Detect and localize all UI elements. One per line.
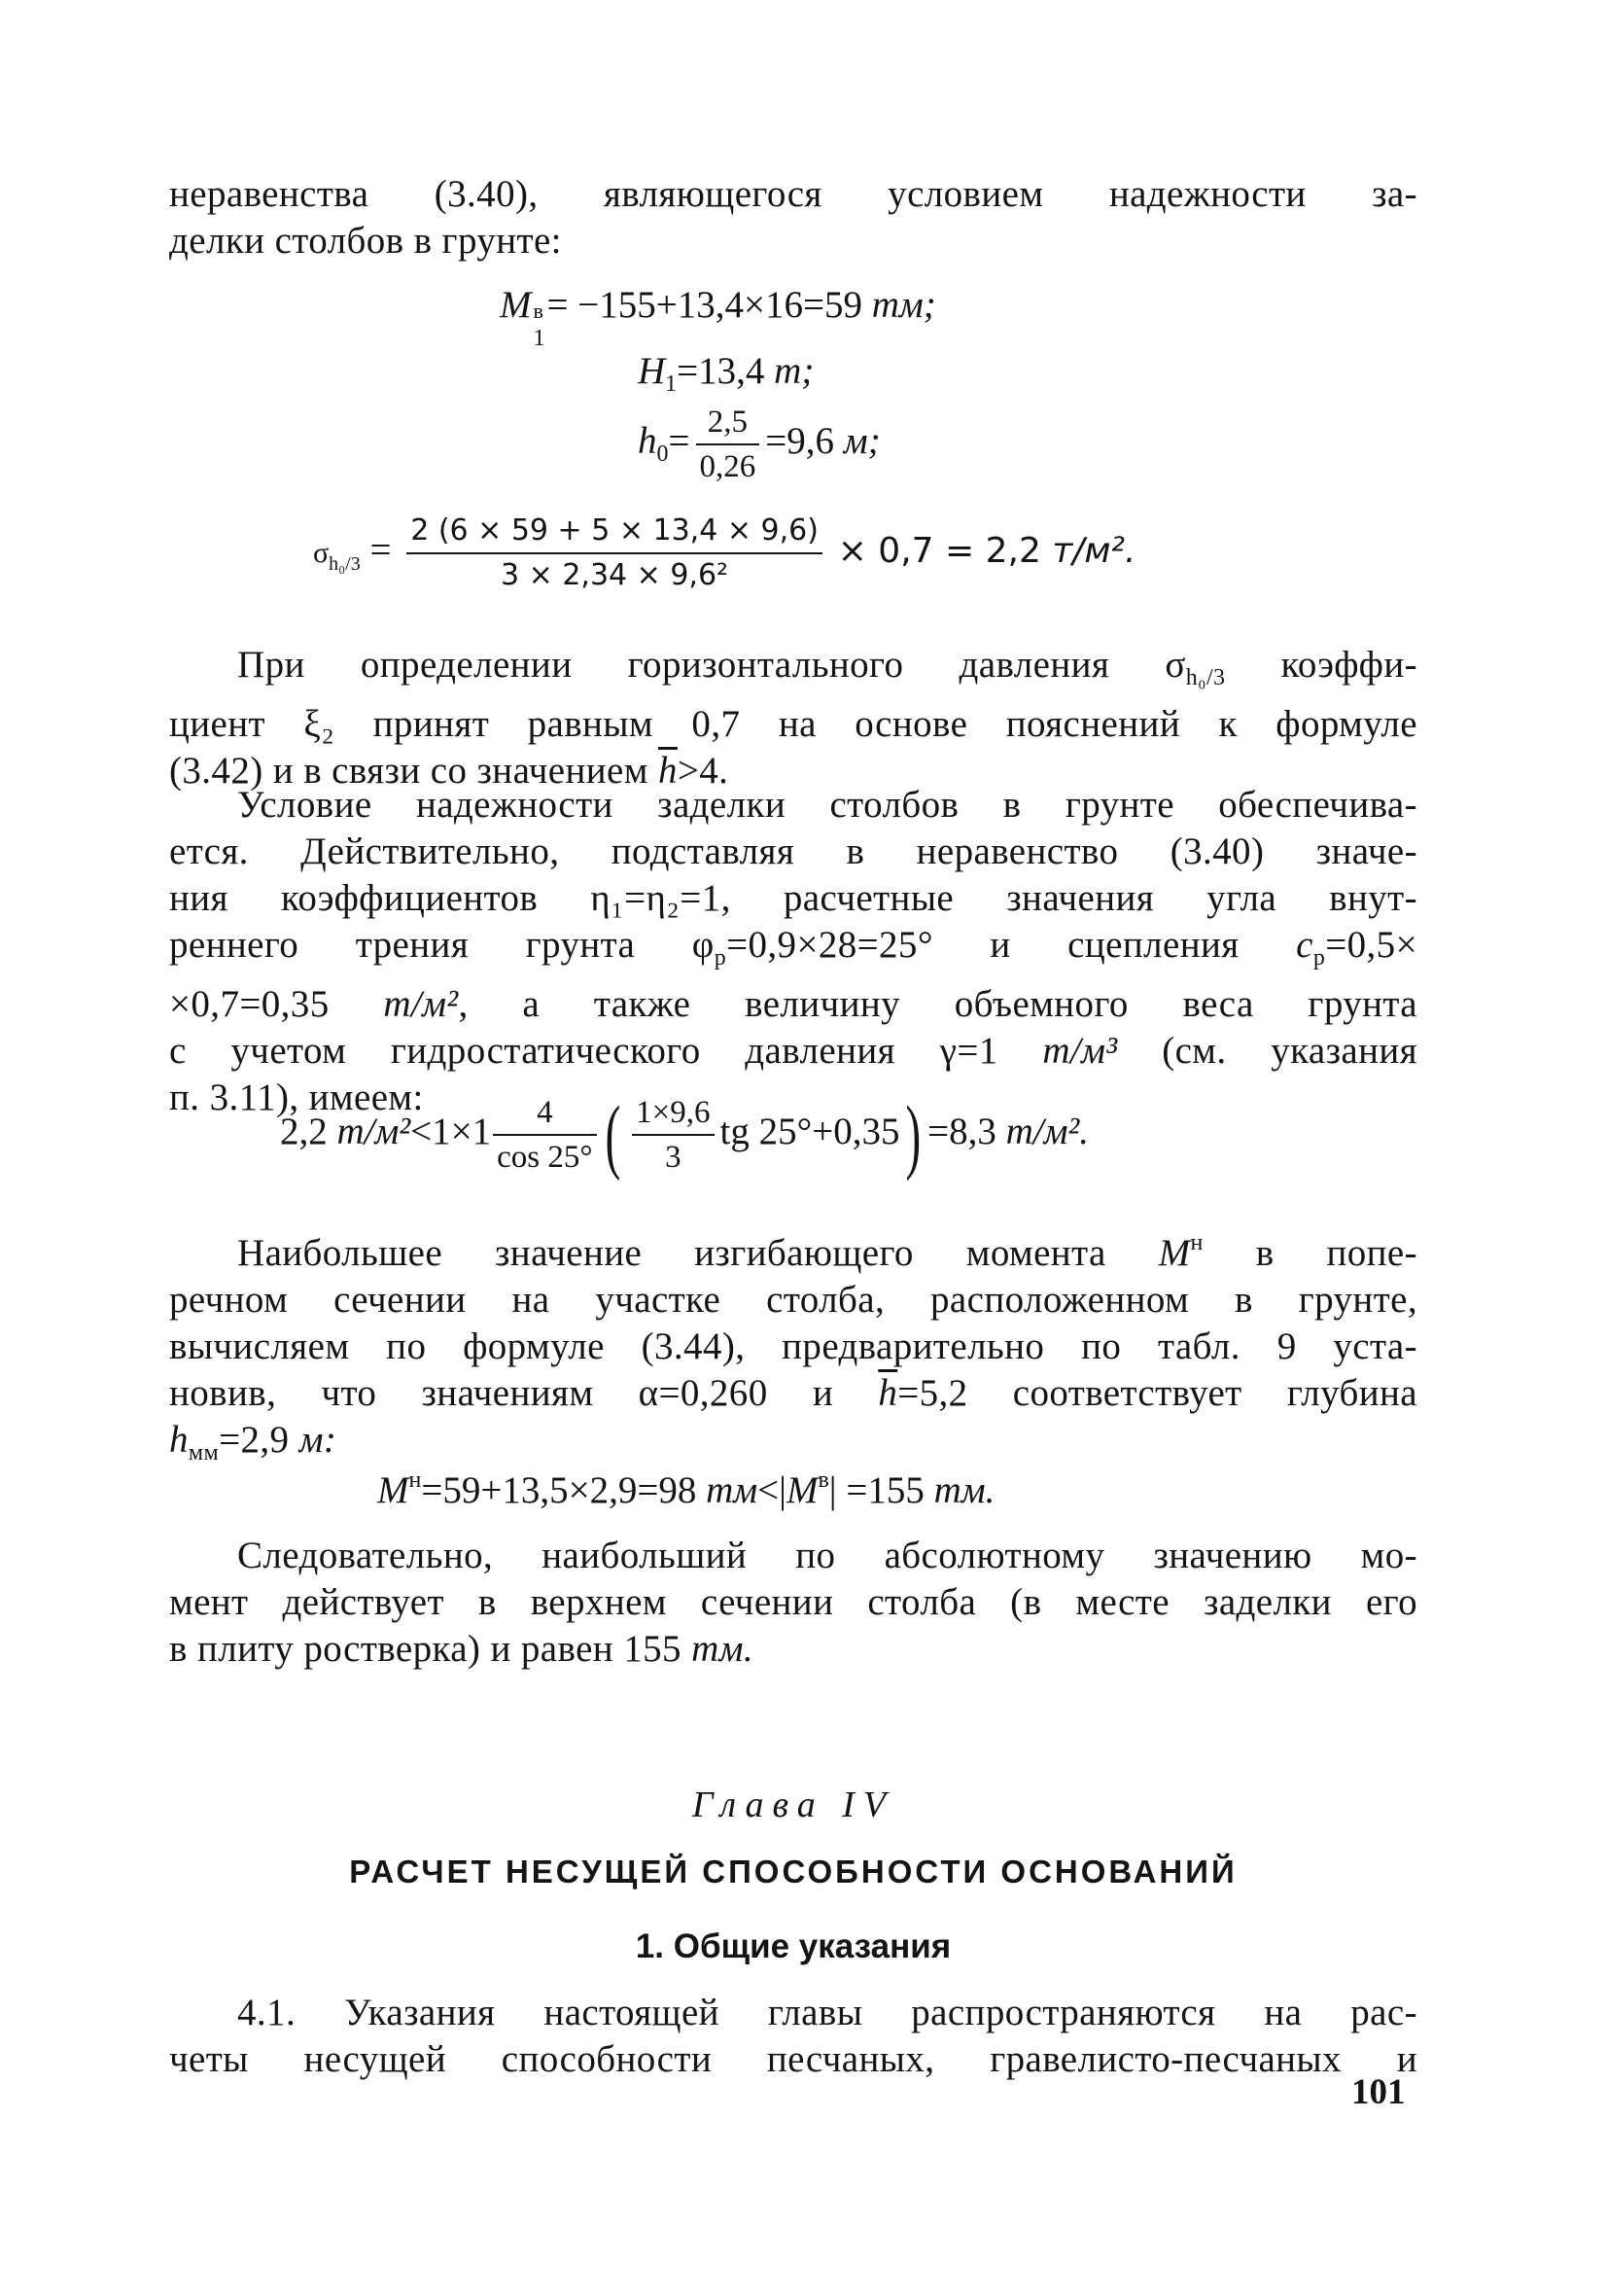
text-line: Следовательно, наибольший по абсолютному значению мо- <box>237 1535 1417 1576</box>
text-fragment: ×0,7=0,35 <box>169 983 384 1025</box>
fraction-denominator: 3 <box>665 1140 681 1175</box>
formula-unit: тм. <box>933 1469 996 1511</box>
text-fragment: , а также величину объемного веса грунта <box>458 983 1418 1025</box>
symbol-m: M <box>1158 1232 1191 1274</box>
fraction-denominator: 3 × 2,34 × 9,6² <box>501 558 729 592</box>
fraction-numerator: 2,5 <box>696 403 760 445</box>
formula-rhs: = −155+13,4×16=59 <box>546 284 872 326</box>
formula-symbol: H <box>638 350 666 392</box>
text-line: четы несущей способности песчаных, гравелисто-песчаных и <box>169 2038 1417 2080</box>
text-line <box>169 1028 1417 1075</box>
chapter-title: РАСЧЕТ НЕСУЩЕЙ СПОСОБНОСТИ ОСНОВАНИЙ <box>349 1854 1238 1890</box>
text-line: ется. Действительно, подставляя в неравенство (3.40) значе- <box>169 830 1417 872</box>
text-fragment: в попе- <box>1203 1232 1417 1274</box>
formula-force <box>638 348 814 407</box>
page-number: 101 <box>1351 2072 1406 2112</box>
fraction-denominator: 0,26 <box>699 449 756 484</box>
paragraph-general-instructions <box>169 1990 1417 2083</box>
formula-part: tg 25°+0,35 <box>719 1110 900 1152</box>
unit: м: <box>298 1419 337 1461</box>
formula-symbol: M <box>500 284 532 326</box>
formula-rhs: × 0,7 = 2,2 <box>837 530 1053 571</box>
left-parenthesis: ( <box>604 1088 620 1182</box>
fraction-denominator: cos 25° <box>497 1140 593 1175</box>
superscript: н <box>408 1467 422 1493</box>
text-line: мент действует в верхнем сечении столба (в месте заделки его <box>169 1581 1417 1623</box>
subscript: р <box>1312 945 1326 971</box>
text-fragment: При определении горизонтального давления σ <box>237 644 1186 686</box>
formula-moment <box>500 282 936 351</box>
text-line: п. 3.11), имеем: <box>169 1077 424 1118</box>
subscript: h₀/3 <box>1185 665 1226 690</box>
text-line <box>169 1370 1417 1417</box>
formula-part: 2,2 <box>280 1110 337 1152</box>
text-fragment: коэффи- <box>1225 644 1417 686</box>
text-line <box>169 981 1417 1028</box>
fraction-numerator: 1×9,6 <box>632 1093 714 1136</box>
formula-part: =8,3 <box>927 1110 1006 1152</box>
text-fragment: >4. <box>677 750 729 792</box>
formula-unit: т; <box>774 350 815 392</box>
chapter-label: Глава IV <box>691 1784 895 1825</box>
section-title: 1. Общие указания <box>635 1927 952 1965</box>
formula-unit: м; <box>843 419 881 462</box>
paragraph-conclusion <box>169 1533 1417 1673</box>
paragraph-horizontal-pressure <box>169 642 1417 795</box>
fraction <box>632 1093 714 1177</box>
formula-unit: тм <box>706 1469 758 1511</box>
subscript: h₀/3 <box>329 552 361 575</box>
text-fragment: с учетом гидростатического давления γ=1 <box>169 1030 1043 1072</box>
text-fragment: =5,2 соответствует глубина <box>897 1372 1417 1414</box>
unit: тм. <box>691 1628 754 1670</box>
formula-symbol: M <box>786 1469 819 1511</box>
subscript: мм <box>188 1440 220 1466</box>
fraction-numerator: 2 (6 × 59 + 5 × 13,4 × 9,6) <box>406 512 822 554</box>
formula-inequality <box>280 1088 1089 1182</box>
formula-symbol: M <box>377 1469 409 1511</box>
formula-symbol: σ <box>313 536 330 569</box>
text-fragment: реннего трения грунта φ <box>169 924 715 966</box>
text-line: циент ξ₂ принят равным 0,7 на основе пояснений к формуле <box>169 703 1417 745</box>
text-line: ния коэффициентов η₁=η₂=1, расчетные значения угла внут- <box>169 877 1417 919</box>
subscript: 0 <box>656 441 669 467</box>
unit: т/м³ <box>1042 1030 1118 1072</box>
fraction <box>493 1093 596 1177</box>
text-line: Условие надежности заделки столбов в грунте обеспечива- <box>237 784 1417 826</box>
text-fragment: =0,9×28=25° и сцепления <box>726 924 1297 966</box>
formula-unit: т/м² <box>336 1110 411 1152</box>
formula-moment-comparison <box>377 1457 995 1514</box>
paragraph-reliability-condition <box>169 782 1417 1121</box>
formula-stress: $\sigma_{h_0/3}$ = $\frac{2 (6 \times 59 + 5 \times 13,4 \times 9,6)}{\text{3 × 2,34 × 9,6²}}$ × 0,7 = 2,2 т/м². <box>313 512 1135 595</box>
formula-rhs: =13,4 <box>677 350 775 392</box>
symbol-h-bar: $\overline{h}$ <box>878 1372 898 1414</box>
fraction-numerator: 4 <box>493 1093 596 1136</box>
formula-part: <1×1 <box>410 1110 492 1152</box>
text-fragment: Наибольшее значение изгибающего момента <box>237 1232 1159 1274</box>
symbol-h-bar: $\overline{h}$ <box>657 750 678 792</box>
formula-unit: т/м². <box>1052 530 1136 571</box>
subscript: 1 <box>533 326 545 351</box>
paragraph-max-moment <box>169 1219 1417 1476</box>
superscript: н <box>1190 1230 1204 1255</box>
formula-unit: тм; <box>871 284 936 326</box>
text-line <box>169 1626 1417 1673</box>
formula-part: =59+13,5×2,9=98 <box>421 1469 707 1511</box>
text-fragment: =0,5× <box>1325 924 1417 966</box>
text-fragment: в плиту ростверка) и равен 155 <box>169 1628 692 1670</box>
text-line: неравенства (3.40), являющегося условием надежности за- <box>169 173 1417 215</box>
subscript: 1 <box>665 371 678 397</box>
symbol-h: h <box>169 1419 189 1461</box>
text-line <box>169 1219 1417 1277</box>
text-line: вычисляем по формуле (3.44), предварительно по табл. 9 уста- <box>169 1325 1417 1367</box>
text-line: делки столбов в грунте: <box>169 220 562 262</box>
fraction <box>696 403 760 486</box>
formula-part: <| <box>757 1469 786 1511</box>
formula-unit: т/м². <box>1005 1110 1089 1152</box>
text-fragment: (см. указания <box>1117 1030 1417 1072</box>
superscript: в <box>818 1467 829 1493</box>
text-fragment: (3.42) и в связи со значением <box>169 750 658 792</box>
superscript: в <box>533 299 543 323</box>
formula-depth: $h_0=$ $\frac{2,5}{0,26}$ =9,6 м; <box>638 405 881 484</box>
paragraph-intro <box>169 171 1417 265</box>
symbol-c: c <box>1296 924 1313 966</box>
text-line: 4.1. Указания настоящей главы распространяются на рас- <box>237 1992 1417 2033</box>
formula-symbol: h <box>638 419 657 462</box>
subscript: р <box>714 945 727 971</box>
formula-rhs: =9,6 <box>765 419 844 462</box>
right-parenthesis: ) <box>905 1088 922 1182</box>
text-line <box>169 642 1417 701</box>
text-line: речном сечении на участке столба, расположенном в грунте, <box>169 1279 1417 1321</box>
unit: т/м² <box>383 983 459 1025</box>
text-fragment: новив, что значениям α=0,260 и <box>169 1372 879 1414</box>
text-fragment: =2,9 <box>219 1419 299 1461</box>
text-line <box>169 922 1417 981</box>
formula-part: | =155 <box>828 1469 934 1511</box>
fraction <box>406 512 822 595</box>
